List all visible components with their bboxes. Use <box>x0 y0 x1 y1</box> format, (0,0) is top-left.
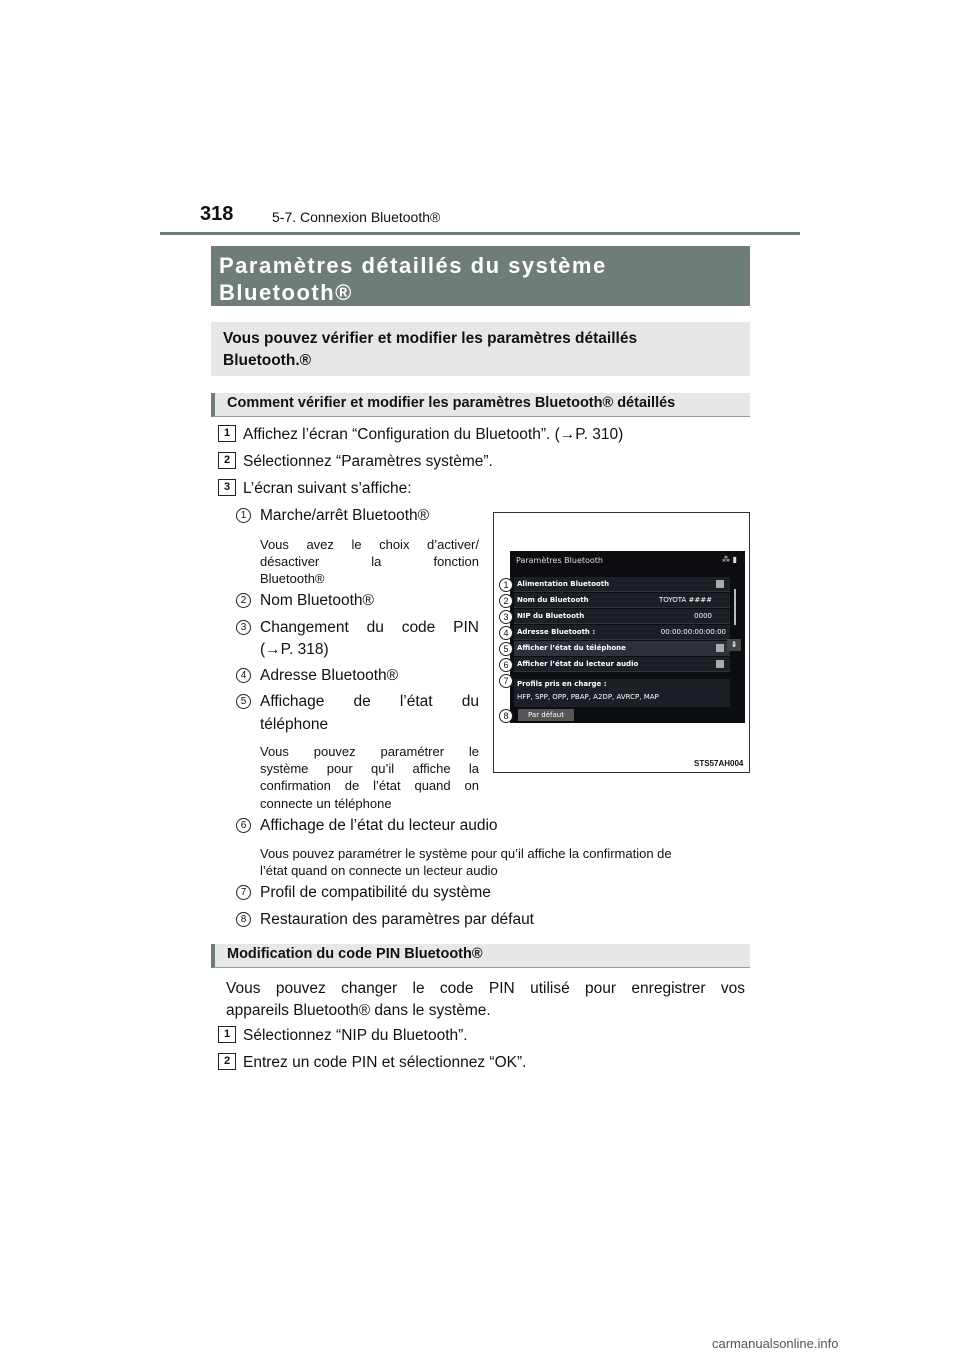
screen-row-address <box>514 625 730 640</box>
screen-default-button: Par défaut <box>518 709 574 721</box>
item-number-circle: 2 <box>236 593 251 608</box>
item-desc: système pour qu’il affiche la <box>260 761 479 776</box>
screen-callout-marker: 6 <box>499 658 513 672</box>
step-badge: 2 <box>218 452 236 469</box>
screen-row-audio-status <box>514 657 730 672</box>
screen-row-value: TOYOTA #### <box>658 596 712 604</box>
screen-row-value: 00:00:00:00:00:00 <box>660 628 726 636</box>
screen-callout-marker: 1 <box>499 578 513 592</box>
intro-box <box>211 322 750 376</box>
item-number-circle: 6 <box>236 818 251 833</box>
section2-paragraph-line-1: Vous pouvez changer le code PIN utilisé pour enregistrer vos <box>226 980 745 997</box>
scroll-down-icon: ⇟ <box>727 639 741 651</box>
item-desc: Vous avez le choix d’activer/ <box>260 537 479 552</box>
item-label: Restauration des paramètres par défaut <box>260 911 534 928</box>
page-number: 318 <box>200 203 234 225</box>
checkbox-icon <box>716 580 724 588</box>
item-number-circle: 1 <box>236 508 251 523</box>
illustration-code: STS57AH004 <box>694 759 744 768</box>
page-title <box>211 246 750 306</box>
step-badge: 1 <box>218 425 236 442</box>
screen-row-label: NIP du Bluetooth <box>517 612 585 620</box>
item-desc: désactiver la fonction <box>260 554 479 569</box>
screen-callout-marker: 2 <box>499 594 513 608</box>
screen-callout-marker: 7 <box>499 674 513 688</box>
screen-profiles-value: HFP, SPP, OPP, PBAP, A2DP, AVRCP, MAP <box>517 693 659 701</box>
item-label: téléphone <box>260 716 329 733</box>
item-label: (→P. 318) <box>260 641 329 658</box>
step-text: L’écran suivant s’affiche: <box>243 480 412 497</box>
step-badge: 3 <box>218 479 236 496</box>
intro-line-2: Bluetooth.® <box>223 352 312 369</box>
screen-row-label: Alimentation Bluetooth <box>517 580 610 588</box>
item-label: Adresse Bluetooth® <box>260 667 399 684</box>
item-desc: l’état quand on connecte un lecteur audio <box>260 863 498 878</box>
screen-row-power <box>514 577 730 592</box>
screen-row-label: Nom du Bluetooth <box>517 596 589 604</box>
page-title-line-1: Paramètres détaillés du système <box>219 253 607 278</box>
item-label: Profil de compatibilité du système <box>260 884 491 901</box>
section-heading-check-settings: Comment vérifier et modifier les paramètres Bluetooth® détaillés <box>211 393 750 417</box>
section2-paragraph-line-2: appareils Bluetooth® dans le système. <box>226 1002 491 1019</box>
scrollbar <box>734 589 736 625</box>
step-badge: 1 <box>218 1026 236 1043</box>
item-desc: Vous pouvez paramétrer le <box>260 744 479 759</box>
step-text: Affichez l’écran “Configuration du Bluetooth”. (→P. 310) <box>243 426 624 443</box>
screen-row-phone-status <box>514 641 730 656</box>
step-text: Sélectionnez “NIP du Bluetooth”. <box>243 1027 468 1044</box>
screen-callout-marker: 5 <box>499 642 513 656</box>
item-number-circle: 4 <box>236 668 251 683</box>
item-desc: Vous pouvez paramétrer le système pour qu’il affiche la confirmation de <box>260 846 672 861</box>
bluetooth-settings-screen <box>510 551 745 723</box>
screen-row-pin <box>514 609 730 624</box>
screen-title: Paramètres Bluetooth <box>516 556 603 565</box>
item-number-circle: 8 <box>236 912 251 927</box>
item-number-circle: 7 <box>236 885 251 900</box>
screen-row-value: 0000 <box>694 612 712 620</box>
screen-callout-marker: 4 <box>499 626 513 640</box>
item-label: Nom Bluetooth® <box>260 592 374 609</box>
screen-row-label: Adresse Bluetooth : <box>517 628 596 636</box>
item-label: Affichage de l’état du lecteur audio <box>260 817 498 834</box>
checkbox-icon <box>716 644 724 652</box>
watermark: carmanualsonline.info <box>712 1336 839 1351</box>
item-desc: confirmation de l’état quand on <box>260 778 479 793</box>
item-desc: Bluetooth® <box>260 571 325 586</box>
screen-row-label: Afficher l’état du lecteur audio <box>517 660 639 668</box>
section-heading-change-pin: Modification du code PIN Bluetooth® <box>211 944 750 968</box>
item-desc: connecte un téléphone <box>260 796 392 811</box>
header-rule <box>160 232 800 235</box>
page-title-line-2: Bluetooth® <box>219 280 353 305</box>
screen-status-icons: ⁂ ▮ <box>722 555 737 564</box>
step-badge: 2 <box>218 1053 236 1070</box>
step-text: Sélectionnez “Paramètres système”. <box>243 453 493 470</box>
item-label: Changement du code PIN <box>260 619 479 636</box>
screen-callout-marker: 3 <box>499 610 513 624</box>
screen-profiles <box>514 679 730 707</box>
step-text: Entrez un code PIN et sélectionnez “OK”. <box>243 1054 527 1071</box>
section-breadcrumb: 5-7. Connexion Bluetooth® <box>272 209 441 225</box>
screen-profiles-label: Profils pris en charge : <box>517 680 607 688</box>
screen-row-name <box>514 593 730 608</box>
item-number-circle: 5 <box>236 694 251 709</box>
intro-line-1: Vous pouvez vérifier et modifier les paramètres détaillés <box>223 330 638 347</box>
item-number-circle: 3 <box>236 620 251 635</box>
item-label: Marche/arrêt Bluetooth® <box>260 507 430 524</box>
screen-row-label: Afficher l’état du téléphone <box>517 644 626 652</box>
checkbox-icon <box>716 660 724 668</box>
screen-callout-marker: 8 <box>499 709 513 723</box>
item-label: Affichage de l’état du <box>260 693 479 710</box>
